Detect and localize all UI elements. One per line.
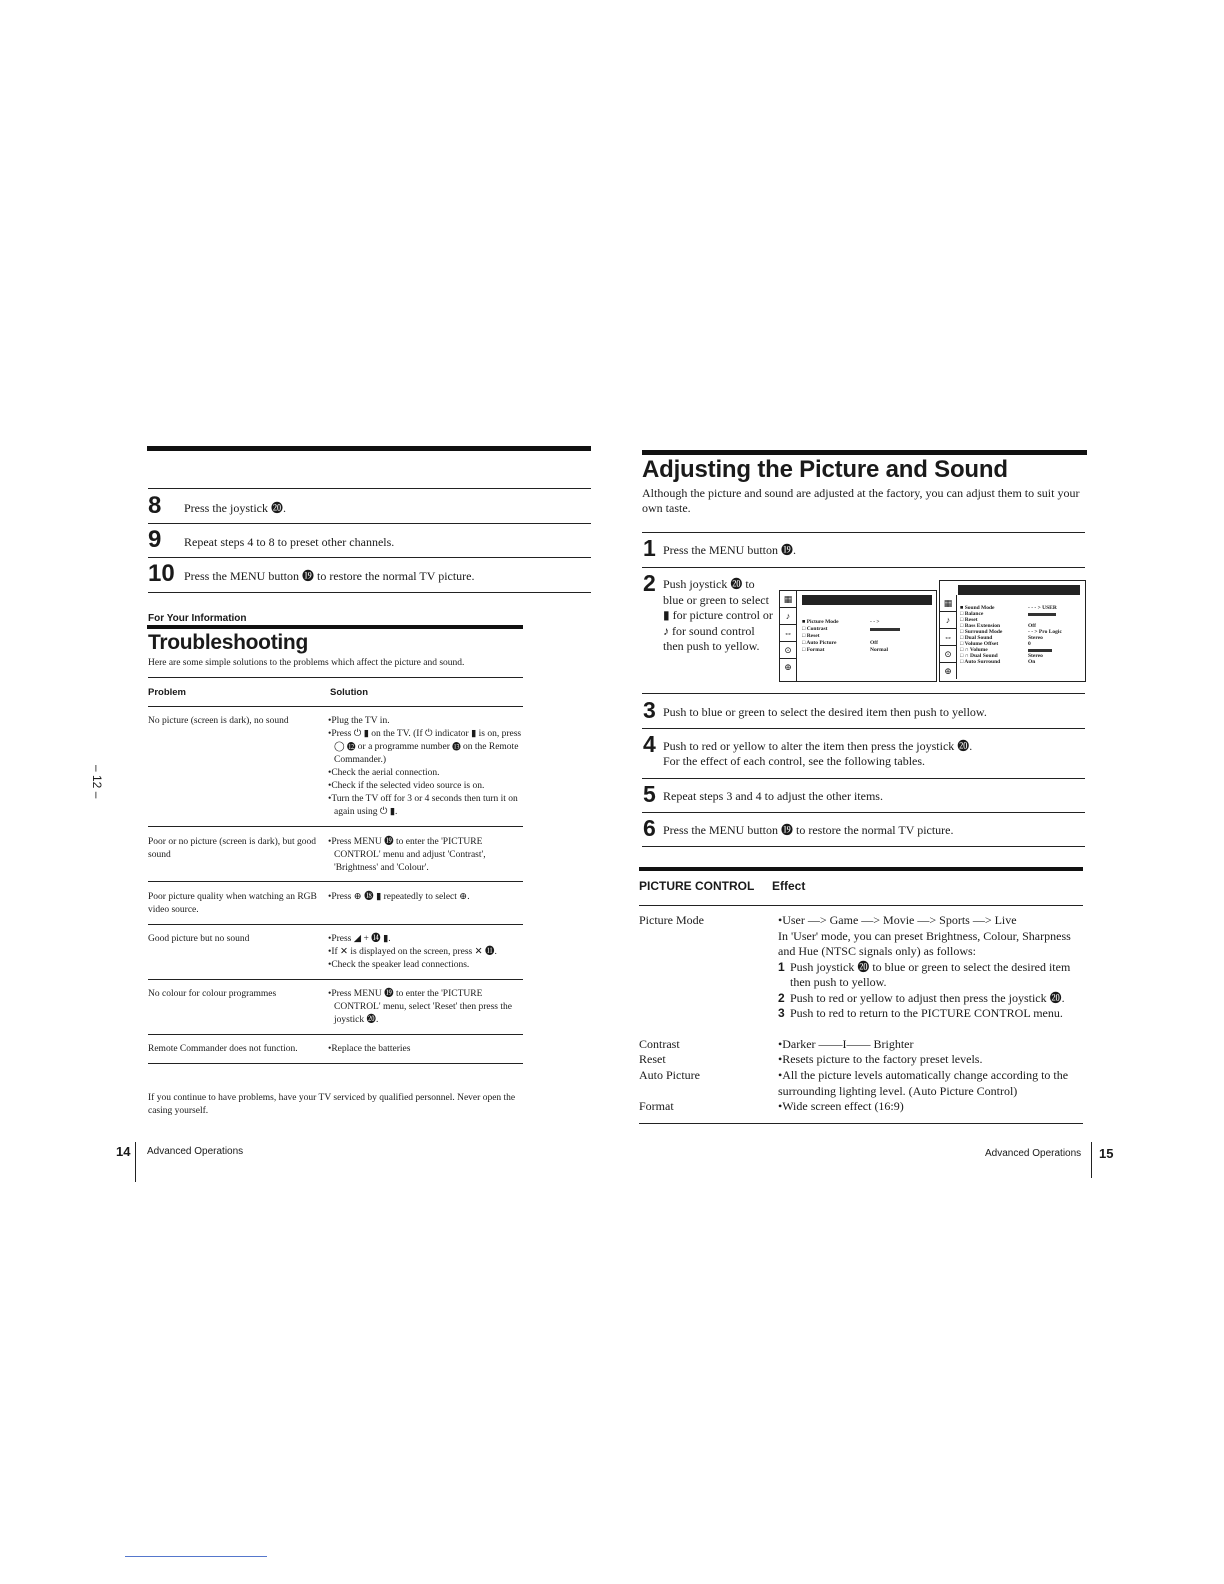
control-label: Contrast: [639, 1037, 680, 1051]
page-number: 14: [116, 1144, 131, 1159]
table-top-rule: [639, 867, 1083, 871]
menu-value: - - - > USER: [1028, 605, 1057, 611]
table-header-control: PICTURE CONTROL: [639, 879, 755, 893]
control-effect: [778, 913, 1088, 1022]
solution-item: •Press MENU ⓳ to enter the 'PICTURE CONTROL' menu and adjust 'Contrast', 'Brightness' and 'Colour'.: [328, 837, 486, 873]
solution-cell: [328, 891, 524, 904]
rule: [148, 881, 523, 882]
rule: [148, 706, 523, 707]
page-side-mark: – 12 –: [90, 765, 104, 799]
sub-step: [778, 991, 1088, 1007]
menu-item: □ Auto Picture: [802, 640, 837, 646]
top-rule: [642, 450, 1087, 455]
problem-cell: Poor picture quality when watching an RGB video source.: [148, 892, 317, 915]
menu-item: □ Reset: [802, 633, 820, 639]
picture-icon: ▦: [940, 595, 956, 612]
menu-value: 0: [1028, 641, 1031, 647]
menu-title-bar: [958, 585, 1080, 595]
menu-icon-column: [780, 591, 797, 681]
control-effect: •Wide screen effect (16:9): [778, 1099, 904, 1113]
sound-icon: ♪: [940, 612, 956, 629]
menu-item: □ Contrast: [802, 626, 828, 632]
solution-item: •Press ⊕ ⓲ ▮ repeatedly to select ⊕.: [328, 892, 470, 902]
solution-cell: [328, 933, 524, 972]
step-text: Press the MENU button ⓳ to restore the normal TV picture.: [184, 569, 475, 583]
menu-item: □ Auto Surround: [960, 659, 1001, 665]
menu-item: □ ∩ Dual Sound: [960, 653, 998, 659]
step-number: 5: [643, 781, 656, 807]
scan-edge-line: [125, 1556, 267, 1557]
rule: [642, 728, 1085, 729]
column-problem: Problem: [148, 687, 187, 698]
control-effect: •All the picture levels automatically change according to the surrounding lighting level. (Auto Picture Control): [778, 1068, 1069, 1098]
solution-item: •Check if the selected video source is on.: [328, 781, 485, 791]
rule: [148, 826, 523, 827]
clock-icon: ⊙: [780, 642, 796, 659]
intro-text: Although the picture and sound are adjusted at the factory, you can adjust them to suit your own taste.: [642, 486, 1080, 515]
rule: [148, 924, 523, 925]
sub-step-text: Push to red to return to the PICTURE CONTROL menu.: [790, 1006, 1063, 1020]
step-number: 4: [643, 731, 656, 757]
page-title: Adjusting the Picture and Sound: [642, 456, 1008, 483]
step-text: Press the joystick ⓴.: [184, 501, 286, 515]
sub-step: [778, 1006, 1088, 1022]
section-rule: [147, 625, 523, 629]
menu-item: □ Format: [802, 647, 825, 653]
rule: [148, 1034, 523, 1035]
rule: [642, 846, 1085, 847]
solution-item: •Replace the batteries: [328, 1044, 411, 1054]
column-solution: Solution: [330, 687, 368, 698]
top-rule: [147, 446, 591, 451]
table-header-effect: Effect: [772, 879, 806, 893]
volume-level-bar: [1028, 649, 1052, 652]
problem-cell: Remote Commander does not function.: [148, 1044, 298, 1054]
menu-value: - - >: [870, 619, 880, 625]
menu-icon-column: [940, 595, 957, 679]
page-number: 15: [1099, 1146, 1114, 1161]
menu-value: Stereo: [1028, 653, 1043, 659]
sub-step-number: 3: [778, 1006, 785, 1020]
menu-value: Normal: [870, 647, 889, 653]
fyi-label: For Your Information: [148, 613, 247, 624]
step-number: 10: [148, 560, 175, 587]
rule: [148, 592, 591, 593]
rule: [148, 979, 523, 980]
menu-item: □ Balance: [960, 611, 984, 617]
rule: [642, 567, 1085, 568]
rule: [639, 905, 1083, 906]
input-icon: ⇔: [780, 625, 796, 642]
control-label: Reset: [639, 1052, 666, 1066]
step-text: Push joystick ⓴ to blue or green to select ▮ for picture control or ♪ for sound control then push to yellow.: [663, 577, 773, 653]
control-label: Picture Mode: [639, 913, 704, 927]
picture-icon: ▦: [780, 591, 796, 608]
control-label: Auto Picture: [639, 1068, 700, 1082]
step-text: Press the MENU button ⓳ to restore the normal TV picture.: [663, 823, 954, 837]
step-text: Push to blue or green to select the desired item then push to yellow.: [663, 705, 987, 719]
solution-item: •Press ⏻ ▮ on the TV. (If ⏻ indicator ▮ is on, press ◯ ⓬ or a programme number ⓭ on the Remote Commander.): [328, 729, 522, 765]
menu-item: □ ∩ Volume: [960, 647, 988, 653]
troubleshooting-intro: Here are some simple solutions to the problems which affect the picture and sound.: [148, 658, 465, 668]
problem-cell: No picture (screen is dark), no sound: [148, 716, 289, 726]
menu-item: □ Reset: [960, 617, 978, 623]
step-text: Press the MENU button ⓳.: [663, 543, 796, 557]
rule: [642, 812, 1085, 813]
menu-item: □ Bass Extension: [960, 623, 1000, 629]
effect-line: •User —> Game —> Movie —> Sports —> Live: [778, 913, 1017, 927]
sub-step-text: Push joystick ⓴ to blue or green to select the desired item then push to yellow.: [790, 959, 1071, 989]
menu-value: On: [1028, 659, 1036, 665]
step-number: 3: [643, 697, 656, 723]
rule: [642, 693, 1085, 694]
footer-text: Advanced Operations: [985, 1148, 1082, 1159]
rule: [639, 1123, 1083, 1124]
solution-cell: [328, 1043, 524, 1056]
step-number: 6: [643, 815, 656, 841]
rule: [148, 677, 523, 678]
sound-menu-illustration: [939, 580, 1086, 682]
problem-cell: Good picture but no sound: [148, 934, 250, 944]
lock-icon: ⊕: [944, 666, 952, 676]
control-effect: •Darker ——I—— Brighter: [778, 1037, 914, 1051]
solution-cell: [328, 988, 524, 1027]
input-icon: ⇔: [940, 629, 956, 646]
menu-value: - - > Pro Logic: [1028, 629, 1062, 635]
step-number: 9: [148, 526, 162, 553]
step-text: Repeat steps 4 to 8 to preset other channels.: [184, 535, 395, 549]
problem-cell: No colour for colour programmes: [148, 989, 277, 999]
solution-item: •Press MENU ⓳ to enter the 'PICTURE CONTROL' menu, select 'Reset' then press the joystick ⓴.: [328, 989, 512, 1025]
step-text: Push to red or yellow to alter the item then press the joystick ⓴.: [663, 739, 973, 753]
step-text: For the effect of each control, see the following tables.: [663, 754, 926, 768]
step-number: 1: [643, 535, 656, 561]
solution-item: •If ✕ is displayed on the screen, press ✕ ⓫.: [328, 947, 497, 957]
picture-menu-illustration: [779, 590, 937, 682]
rule: [642, 532, 1085, 533]
solution-cell: [328, 836, 524, 875]
troubleshooting-title: Troubleshooting: [148, 631, 308, 654]
solution-item: •Plug the TV in.: [328, 716, 390, 726]
control-label: Format: [639, 1099, 674, 1113]
step-number: 8: [148, 492, 162, 519]
step-text: Repeat steps 3 and 4 to adjust the other items.: [663, 789, 883, 803]
problem-cell: Poor or no picture (screen is dark), but good sound: [148, 837, 317, 860]
sub-step-number: 2: [778, 990, 785, 1005]
solution-item: •Press ◢ + ⓮ ▮.: [328, 934, 391, 944]
menu-value: Off: [870, 640, 878, 646]
menu-item: □ Volume Offset: [960, 641, 999, 647]
clock-icon: ⊙: [940, 646, 956, 663]
menu-value: Stereo: [1028, 635, 1043, 641]
rule: [148, 557, 591, 558]
sub-step-number: 1: [778, 959, 785, 974]
sub-step-text: Push to red or yellow to adjust then press the joystick ⓴.: [790, 990, 1065, 1005]
menu-title-bar: [802, 595, 932, 605]
rule: [642, 778, 1085, 779]
rule: [148, 1063, 523, 1064]
sound-icon: ♪: [780, 608, 796, 625]
menu-item: □ Dual Sound: [960, 635, 993, 641]
solution-cell: [328, 715, 524, 819]
menu-item: ■ Sound Mode: [960, 605, 995, 611]
balance-level-bar: [1028, 613, 1056, 616]
contrast-level-bar: [870, 628, 900, 631]
footer-divider: [135, 1142, 136, 1182]
solution-item: •Check the aerial connection.: [328, 768, 440, 778]
solution-item: •Turn the TV off for 3 or 4 seconds then turn it on again using ⏻ ▮.: [328, 794, 518, 817]
service-note: If you continue to have problems, have your TV serviced by qualified personnel. Never open the casing yourself.: [148, 1093, 516, 1116]
menu-value: Off: [1028, 623, 1036, 629]
lock-icon: ⊕: [784, 662, 792, 672]
footer-text: Advanced Operations: [147, 1146, 244, 1157]
menu-item: □ Surround Mode: [960, 629, 1003, 635]
control-effect: •Resets picture to the factory preset levels.: [778, 1052, 983, 1066]
solution-item: •Check the speaker lead connections.: [328, 960, 470, 970]
sub-step: [778, 960, 1088, 991]
footer-divider: [1091, 1142, 1092, 1178]
rule: [148, 523, 591, 524]
menu-item: ■ Picture Mode: [802, 619, 839, 625]
rule: [148, 488, 591, 489]
step-number: 2: [643, 570, 656, 596]
effect-line: In 'User' mode, you can preset Brightness, Colour, Sharpness and Hue (NTSC signals only) as follows:: [778, 928, 1071, 958]
